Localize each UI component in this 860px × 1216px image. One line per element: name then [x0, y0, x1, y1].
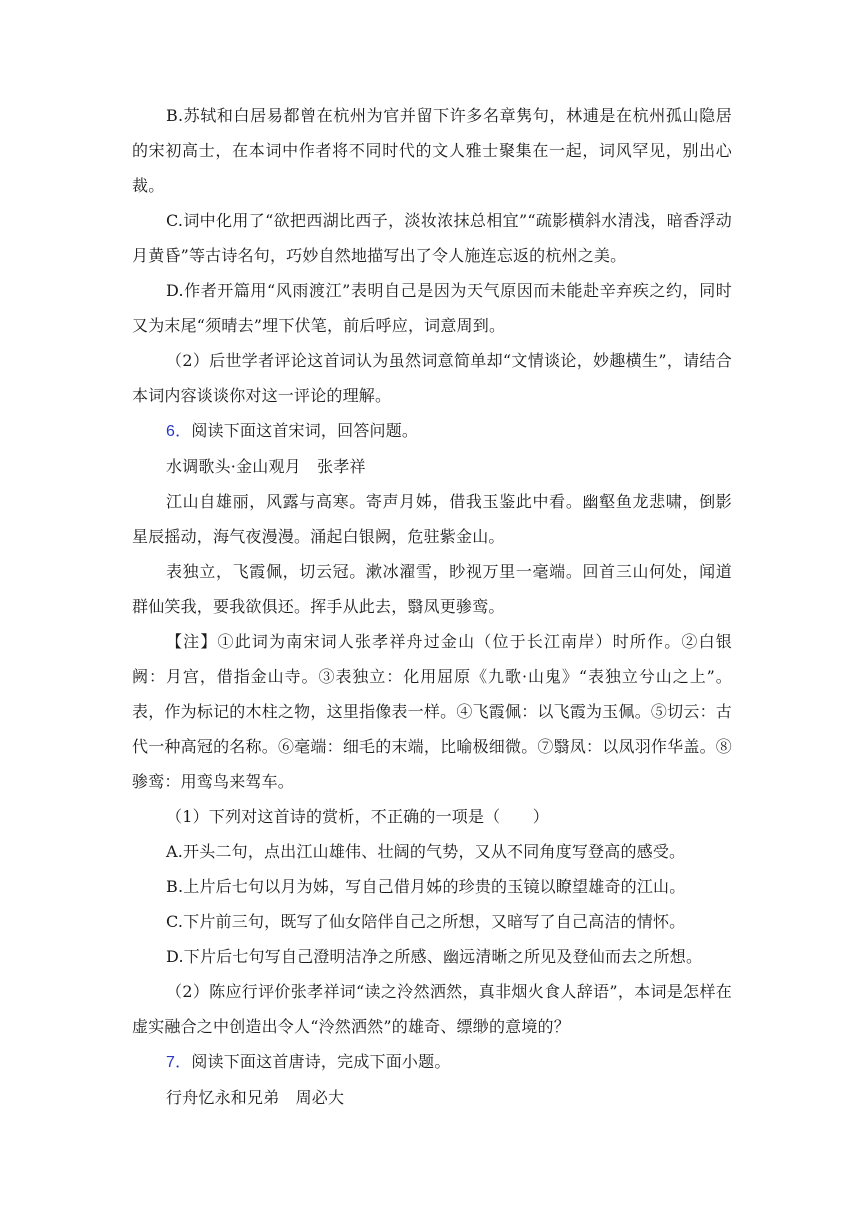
q6-prompt: 阅读下面这首宋词，回答问题。: [191, 421, 419, 440]
q7-number: 7．: [166, 1054, 192, 1071]
q6-heading: [132, 413, 732, 449]
q7-prompt: 阅读下面这首唐诗，完成下面小题。: [191, 1052, 451, 1071]
document-body: [132, 98, 732, 1115]
q6-stanza-2: 表独立，飞霞佩，切云冠。漱冰濯雪，眇视万里一毫端。回首三山何处，闻道群仙笑我，要我欲俱还。挥手从此去，翳凤更骖鸾。: [132, 562, 732, 616]
q5-subquestion-2: （2）后世学者评论这首词认为虽然词意简单却“文情谈论，妙趣横生”，请结合本词内容谈谈你对这一评论的理解。: [132, 351, 732, 405]
q6-option-d: D.下片后七句写自己澄明洁净之所感、幽远清晰之所见及登仙而去之所想。: [166, 947, 703, 966]
q7-poem-title: 行舟忆永和兄弟 周必大: [166, 1088, 345, 1107]
q7-heading: [132, 1044, 732, 1080]
q6-subquestion-2: （2）陈应行评价张孝祥词“读之泠然洒然，真非烟火食人辞语”，本词是怎样在虚实融合之中创造出令人“泠然洒然”的雄奇、缥缈的意境的？: [132, 982, 732, 1036]
q6-number: 6．: [166, 423, 192, 440]
q6-note: 【注】①此词为南宋词人张孝祥舟过金山（位于长江南岸）时所作。②白银阙：月宫，借指金山寺。③表独立：化用屈原《九歌·山鬼》“表独立兮山之上”。表，作为标记的木柱之物，这里指像表一样。④飞霞佩：以飞霞为玉佩。⑤切云：古代一种高冠的名称。⑥毫端：细毛的末端，比喻极细微。⑦翳凤：以凤羽作华盖。⑧骖鸾：用鸾鸟来驾车。: [132, 632, 732, 791]
q6-poem-title: 水调歌头·金山观月 张孝祥: [166, 457, 366, 476]
q6-stanza-1: 江山自雄丽，风露与高寒。寄声月姊，借我玉鉴此中看。幽壑鱼龙悲啸，倒影星辰摇动，海气夜漫漫。涌起白银阙，危驻紫金山。: [132, 492, 732, 546]
q6-option-c: C.下片前三句，既写了仙女陪伴自己之所想，又暗写了自己高洁的情怀。: [166, 912, 686, 931]
q5-option-b: B.苏轼和白居易都曾在杭州为官并留下许多名章隽句，林逋是在杭州孤山隐居的宋初高士，在本词中作者将不同时代的文人雅士聚集在一起，词风罕见，别出心裁。: [132, 106, 732, 195]
q6-option-a: A.开头二句，点出江山雄伟、壮阔的气势，又从不同角度写登高的感受。: [166, 842, 686, 861]
q6-subquestion-1: （1）下列对这首诗的赏析，不正确的一项是（ ）: [166, 807, 549, 826]
q5-option-c: C.词中化用了“欲把西湖比西子，淡妆浓抹总相宜”“疏影横斜水清浅，暗香浮动月黄昏”等古诗名句，巧妙自然地描写出了令人施连忘返的杭州之美。: [132, 211, 732, 265]
q6-option-b: B.上片后七句以月为姊，写自己借月姊的珍贵的玉镜以瞭望雄奇的江山。: [166, 877, 686, 896]
q5-option-d: D.作者开篇用“风雨渡江”表明自己是因为天气原因而未能赴辛弃疾之约，同时又为末尾“须晴去”埋下伏笔，前后呼应，词意周到。: [132, 281, 732, 335]
